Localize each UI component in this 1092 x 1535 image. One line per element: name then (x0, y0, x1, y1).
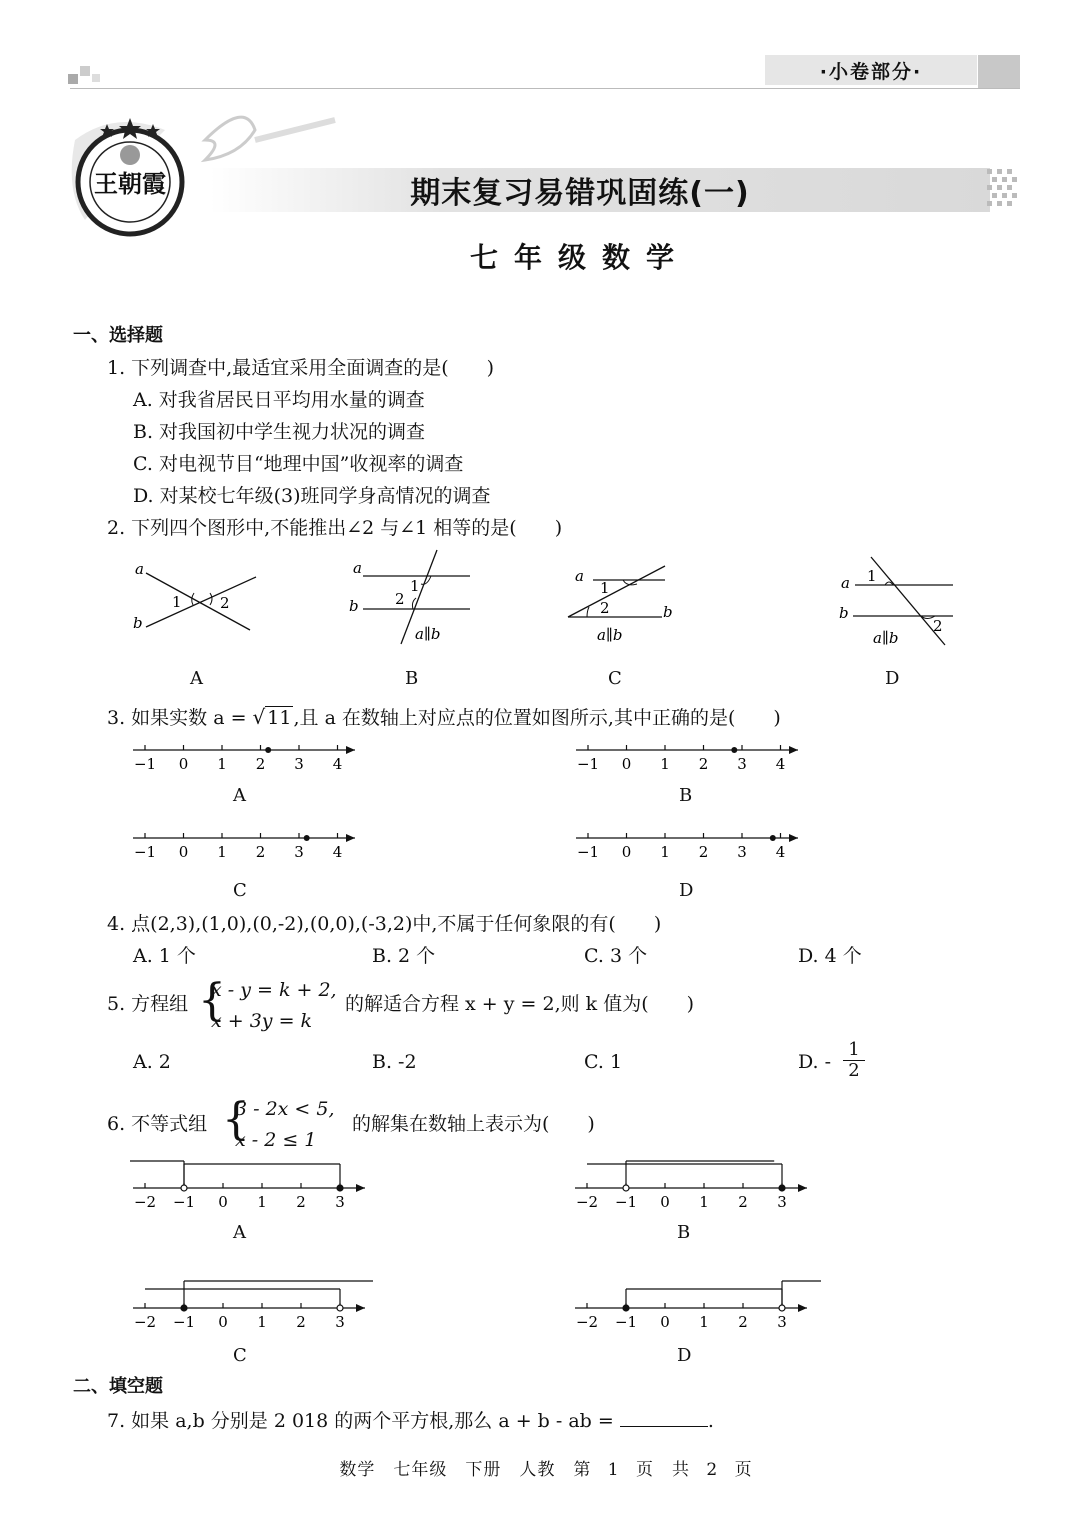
tick-label: 1 (257, 1193, 267, 1211)
closed-endpoint (181, 1305, 187, 1311)
header-squares-deco (68, 62, 104, 86)
q3-caption-d: D (679, 880, 694, 901)
tick-label: 2 (698, 755, 709, 773)
q4-option-a: A. 1 个 (133, 945, 196, 967)
page-footer: 数学 七年级 下册 人教 第 1 页 共 2 页 (339, 1460, 753, 1480)
q2-caption-a: A (190, 668, 203, 689)
tick-label: 3 (335, 1193, 345, 1211)
tick-label: 3 (335, 1313, 345, 1331)
section-tab: ·小卷部分· (765, 55, 977, 85)
tick-label: 1 (217, 843, 227, 861)
q5-option-d (798, 1050, 831, 1074)
tick-label: 1 (660, 755, 670, 773)
q2-figure-d (835, 555, 960, 650)
q3-stem-prefix: 3. 如果实数 a = (107, 707, 253, 729)
q6-numberline-a (128, 1155, 373, 1215)
q6-numberline-b (570, 1155, 815, 1215)
tick-label: −2 (133, 1193, 157, 1211)
tick-label: 2 (738, 1313, 748, 1331)
section-heading-choice: 一、选择题 (73, 325, 163, 346)
banner-dots-deco (985, 165, 1025, 215)
q2b-label-a: a (353, 559, 362, 577)
q5-brace: { (198, 975, 226, 1026)
axis-arrow (798, 1184, 807, 1192)
open-endpoint (181, 1185, 187, 1191)
q3-numberline-d (568, 828, 813, 866)
solution-point (770, 835, 776, 841)
q2d-label-parallel: a∥b (873, 629, 899, 647)
tick-label: −1 (576, 755, 600, 773)
q5-option-d-fraction (843, 1040, 865, 1081)
q3-numberline-a (125, 740, 370, 778)
q1-stem: 1. 下列调查中,最适宜采用全面调查的是( ) (107, 357, 495, 379)
axis-arrow (356, 1304, 365, 1312)
tick-label: 0 (660, 1193, 670, 1211)
tick-label: 1 (217, 755, 227, 773)
solution-point (731, 747, 737, 753)
q2-caption-c: C (608, 668, 622, 689)
tick-label: 1 (699, 1193, 709, 1211)
section-tab-block (978, 55, 1020, 88)
tick-label: −1 (172, 1313, 196, 1331)
tick-label: −2 (575, 1313, 599, 1331)
q2a-label-a: a (135, 560, 144, 578)
q6-caption-b: B (677, 1222, 691, 1243)
q2d-label-1: 1 (867, 567, 877, 585)
tick-label: 0 (621, 755, 632, 773)
q2c-label-1: 1 (600, 579, 610, 597)
q5-fraction-denominator: 2 (848, 1060, 860, 1081)
axis-arrow (789, 834, 798, 842)
q3-caption-a: A (233, 785, 246, 806)
q6-caption-a: A (233, 1222, 246, 1243)
q6-numberline-d (570, 1275, 830, 1335)
tick-label: 2 (296, 1313, 306, 1331)
section-heading-fill: 二、填空题 (73, 1376, 163, 1397)
axis-arrow (346, 834, 355, 842)
tick-label: −2 (133, 1313, 157, 1331)
header-rule (70, 88, 1020, 89)
q4-option-b: B. 2 个 (372, 945, 436, 967)
q2-stem: 2. 下列四个图形中,不能推出∠2 与∠1 相等的是( ) (107, 517, 563, 539)
tick-label: 0 (178, 843, 189, 861)
q5-eq1: x - y = k + 2, (211, 979, 337, 1001)
q7-stem (107, 1408, 714, 1433)
q6-numberline-c (128, 1275, 373, 1335)
q3-radicand: 11 (267, 707, 292, 729)
closed-endpoint (337, 1185, 343, 1191)
tick-label: 2 (255, 843, 266, 861)
q2d-label-2: 2 (933, 617, 943, 635)
q2b-label-2: 2 (395, 590, 405, 608)
tick-label: 4 (775, 843, 786, 861)
tick-label: −1 (133, 843, 157, 861)
tick-label: 3 (294, 755, 304, 773)
q4-option-d: D. 4 个 (798, 945, 862, 967)
axis-arrow (798, 1304, 807, 1312)
q1-option-c: C. 对电视节目“地理中国”收视率的调查 (133, 453, 464, 475)
q6-ineq2: x - 2 ≤ 1 (235, 1129, 317, 1151)
q6-ineq1: 3 - 2x < 5, (235, 1098, 335, 1120)
q2c-label-b: b (663, 603, 673, 621)
tick-label: −1 (614, 1313, 638, 1331)
tick-label: 2 (698, 843, 709, 861)
tick-label: −1 (614, 1193, 638, 1211)
q1-option-d: D. 对某校七年级(3)班同学身高情况的调查 (133, 485, 491, 507)
tick-label: 3 (777, 1193, 787, 1211)
q6-stem-prefix: 6. 不等式组 (107, 1113, 208, 1135)
logo-text: 王朝霞 (94, 169, 166, 198)
tick-label: 1 (660, 843, 670, 861)
open-endpoint (337, 1305, 343, 1311)
tick-label: −1 (576, 843, 600, 861)
q5-option-d-prefix: D. - (798, 1051, 832, 1073)
q2a-label-b: b (133, 614, 143, 632)
axis-arrow (346, 746, 355, 754)
q2-caption-b: B (405, 668, 419, 689)
q1-option-a: A. 对我省居民日平均用水量的调查 (133, 389, 425, 411)
q3-stem: 3. 如果实数 a = √ 11 ,且 a 在数轴上对应点的位置如图所示,其中正确的是( ) (107, 705, 781, 729)
q1-option-b: B. 对我国初中学生视力状况的调查 (133, 421, 426, 443)
q5-stem-suffix: 的解适合方程 x + y = 2,则 k 值为( ) (345, 993, 695, 1015)
q6-stem-suffix: 的解集在数轴上表示为( ) (352, 1113, 595, 1135)
tick-label: 3 (737, 755, 747, 773)
q2b-label-parallel: a∥b (415, 625, 441, 643)
axis-arrow (356, 1184, 365, 1192)
tick-label: 2 (738, 1193, 748, 1211)
q2b-label-b: b (349, 597, 359, 615)
tick-label: 4 (332, 755, 343, 773)
tick-label: 0 (660, 1313, 670, 1331)
tick-label: 0 (218, 1313, 228, 1331)
tick-label: 3 (777, 1313, 787, 1331)
q3-numberline-b (568, 740, 813, 778)
axis-arrow (789, 746, 798, 754)
q2-figure-b (345, 548, 480, 648)
q2c-label-2: 2 (600, 599, 610, 617)
solution-point (265, 747, 271, 753)
q2c-label-a: a (575, 567, 584, 585)
q2-figure-a (128, 555, 263, 640)
q2-figure-c (565, 555, 695, 645)
tick-label: 3 (294, 843, 304, 861)
q6-brace: { (222, 1094, 250, 1145)
q5-stem-prefix: 5. 方程组 (107, 993, 189, 1015)
tick-label: 1 (699, 1313, 709, 1331)
q2-caption-d: D (885, 668, 900, 689)
q5-eq2: x + 3y = k (211, 1010, 313, 1032)
tick-label: 0 (621, 843, 632, 861)
q5-option-a: A. 2 (133, 1051, 171, 1073)
q6-caption-d: D (677, 1345, 692, 1366)
q5-option-c: C. 1 (584, 1051, 623, 1073)
q6-caption-c: C (233, 1345, 247, 1366)
q3-numberline-c (125, 828, 370, 866)
tick-label: 4 (332, 843, 343, 861)
tick-label: 0 (178, 755, 189, 773)
tick-label: −2 (575, 1193, 599, 1211)
q5-option-b: B. -2 (372, 1051, 417, 1073)
closed-endpoint (779, 1185, 785, 1191)
solution-point (304, 835, 310, 841)
q4-option-c: C. 3 个 (584, 945, 648, 967)
q2d-label-a: a (841, 574, 850, 592)
tick-label: 1 (257, 1313, 267, 1331)
q7-answer-blank[interactable] (620, 1408, 708, 1427)
q2d-label-b: b (839, 604, 849, 622)
q3-caption-b: B (679, 785, 693, 806)
q5-fraction-numerator: 1 (843, 1040, 865, 1061)
q7-end: . (707, 1410, 714, 1432)
q2c-label-parallel: a∥b (597, 626, 623, 644)
open-endpoint (779, 1305, 785, 1311)
tick-label: −1 (133, 755, 157, 773)
q3-caption-c: C (233, 880, 247, 901)
tick-label: 0 (218, 1193, 228, 1211)
q2a-label-1: 1 (172, 593, 182, 611)
page-title: 期末复习易错巩固练(一) (410, 176, 750, 211)
tick-label: 2 (255, 755, 266, 773)
tick-label: 2 (296, 1193, 306, 1211)
q2a-label-2: 2 (220, 594, 230, 612)
tick-label: 4 (775, 755, 786, 773)
q7-stem-text: 7. 如果 a,b 分别是 2 018 的两个平方根,那么 a + b - ab = (107, 1410, 620, 1432)
tick-label: −1 (172, 1193, 196, 1211)
closed-endpoint (623, 1305, 629, 1311)
q3-stem-suffix: ,且 a 在数轴上对应点的位置如图所示,其中正确的是( ) (293, 707, 781, 729)
q4-stem: 4. 点(2,3),(1,0),(0,-2),(0,0),(-3,2)中,不属于任何象限的有( ) (107, 913, 662, 935)
open-endpoint (623, 1185, 629, 1191)
page-subtitle: 七年级数学 (469, 241, 690, 274)
q2b-label-1: 1 (410, 577, 420, 595)
tick-label: 3 (737, 843, 747, 861)
